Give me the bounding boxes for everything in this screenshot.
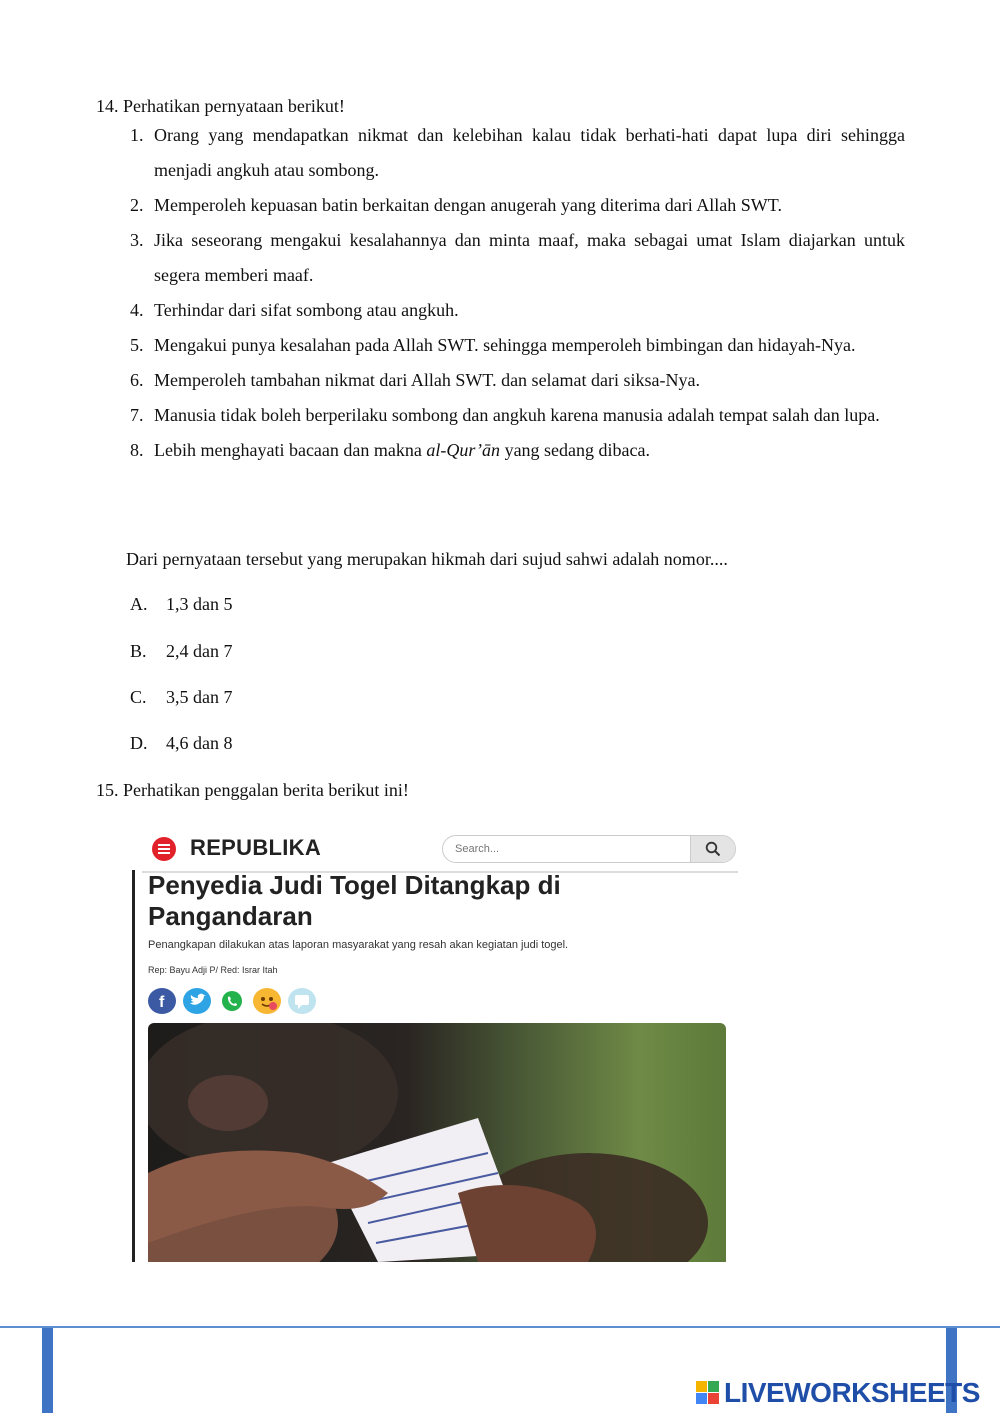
lottery-ticket-image (148, 1023, 726, 1262)
liveworksheets-brand (696, 1377, 980, 1409)
news-byline: Rep: Bayu Adji P/ Red: Israr Itah (148, 965, 278, 975)
statement-italic-term: al-Qur’ān (426, 440, 501, 460)
statement-text: Jika seseorang mengakui kesalahannya dan minta maaf, maka sebagai umat Islam diajarkan untuk segera memberi maaf. (154, 230, 905, 285)
statement-number: 3. (130, 230, 144, 250)
option-d[interactable] (130, 731, 233, 755)
option-text: 1,3 dan 5 (166, 594, 233, 614)
statement-text: Memperoleh tambahan nikmat dari Allah SWT. dan selamat dari siksa-Nya. (154, 370, 701, 390)
liveworksheets-logo-icon (696, 1381, 720, 1405)
statement-item (130, 188, 905, 223)
option-b[interactable] (130, 639, 233, 663)
option-a[interactable] (130, 592, 233, 616)
twitter-icon[interactable] (183, 988, 211, 1014)
option-text: 2,4 dan 7 (166, 641, 233, 661)
statement-text: Orang yang mendapatkan nikmat dan kelebihan kalau tidak berhati-hati dapat lupa diri sehingga menjadi angkuh atau sombong. (154, 125, 905, 180)
option-text: 3,5 dan 7 (166, 687, 233, 707)
statement-item (130, 293, 905, 328)
news-left-border (132, 870, 135, 1262)
statement-item (130, 118, 905, 188)
statement-number: 6. (130, 370, 144, 390)
question-14-title: 14. Perhatikan pernyataan berikut! (96, 96, 345, 116)
share-icons (148, 988, 316, 1014)
emoji-icon[interactable] (253, 988, 281, 1014)
footer-left-bar (42, 1328, 53, 1413)
option-text: 4,6 dan 8 (166, 733, 233, 753)
statement-list (130, 118, 905, 468)
liveworksheets-wordmark: LIVEWORKSHEETS (724, 1377, 980, 1408)
statement-number: 7. (130, 405, 144, 425)
option-letter: D. (130, 733, 148, 753)
news-lead: Penangkapan dilakukan atas laporan masyarakat yang resah akan kegiatan judi togel. (148, 939, 569, 951)
statement-text-part: Lebih menghayati bacaan dan makna (154, 440, 427, 460)
statement-number: 5. (130, 335, 144, 355)
facebook-icon[interactable] (148, 988, 176, 1014)
statement-text (154, 433, 905, 468)
search-icon (705, 841, 721, 857)
site-logo[interactable]: REPUBLIKA (190, 835, 322, 860)
statement-number: 1. (130, 125, 144, 145)
statement-item (130, 433, 905, 468)
search-input[interactable] (443, 836, 688, 862)
question-15-title: 15. Perhatikan penggalan berita berikut ini! (96, 780, 409, 800)
statement-number: 8. (130, 440, 144, 460)
menu-icon[interactable] (152, 837, 176, 861)
news-photo (148, 1023, 726, 1262)
statement-text: Manusia tidak boleh berperilaku sombong dan angkuh karena manusia adalah tempat salah dan lupa. (154, 405, 880, 425)
option-letter: C. (130, 687, 147, 707)
option-c[interactable] (130, 685, 233, 709)
statement-text: Terhindar dari sifat sombong atau angkuh. (154, 300, 459, 320)
statement-number: 4. (130, 300, 144, 320)
whatsapp-icon[interactable] (218, 988, 246, 1014)
statement-text: Memperoleh kepuasan batin berkaitan dengan anugerah yang diterima dari Allah SWT. (154, 195, 782, 215)
statement-item (130, 223, 905, 293)
svg-text:f: f (159, 994, 165, 1011)
statement-item (130, 363, 905, 398)
search-button[interactable] (690, 836, 735, 862)
footer-divider (0, 1326, 1000, 1328)
statement-text: Mengakui punya kesalahan pada Allah SWT. sehingga memperoleh bimbingan dan hidayah-Nya. (154, 335, 856, 355)
comment-icon[interactable] (288, 988, 316, 1014)
option-letter: A. (130, 594, 148, 614)
statement-text-part: yang sedang dibaca. (500, 440, 651, 460)
news-screenshot (132, 830, 738, 1262)
news-headline: Penyedia Judi Togel Ditangkap di Pangandaran (148, 870, 561, 931)
statement-item (130, 398, 905, 433)
option-letter: B. (130, 641, 147, 661)
statement-item (130, 328, 905, 363)
question-14-prompt: Dari pernyataan tersebut yang merupakan hikmah dari sujud sahwi adalah nomor.... (126, 549, 728, 569)
statement-number: 2. (130, 195, 144, 215)
search-bar (442, 835, 736, 863)
